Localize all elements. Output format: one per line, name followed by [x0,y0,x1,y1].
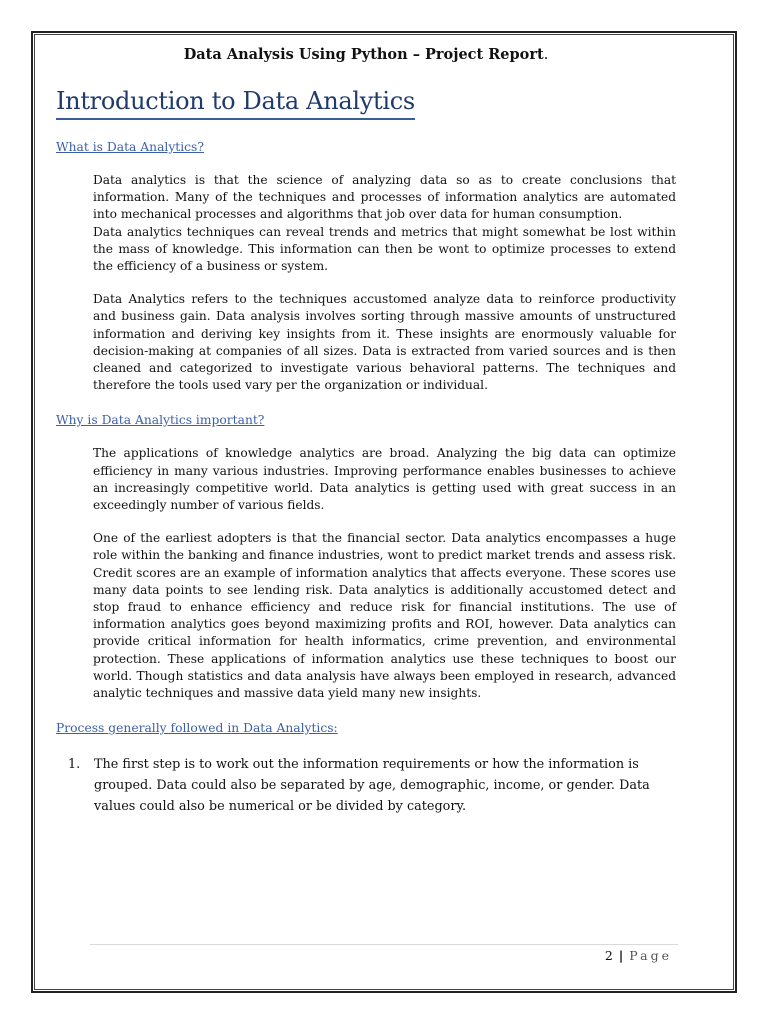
footer-divider [90,944,678,945]
page-footer [605,946,672,966]
section-heading-process: Process generally followed in Data Analytics: [56,721,338,736]
paragraph-what-1: Data analytics is that the science of analyzing data so as to create conclusions that information. Many of the techniques and processes of information analytics are automated into mechanical processes and algorithms that job over data for human consumption. [93,173,676,222]
paragraph-what-3: Data Analytics refers to the techniques accustomed analyze data to reinforce productivity and business gain. Data analysis involves sorting through massive amounts of unstructured information and deriving key insights from it. These insights are enormously valuable for decision-making at companies of all sizes. Data is extracted from varied sources and is then cleaned and categorized to investigate various behavioral patterns. The techniques and therefore the tools used vary per the organization or individual. [93,292,676,393]
report-title-dot: . [543,47,549,63]
list-item [68,754,676,817]
list-item-text: The first step is to work out the information requirements or how the information is grouped. Data could also be separated by age, demographic, income, or gender. Data values could also be numerical or be divided by category. [94,757,650,815]
paragraph-why-2: One of the earliest adopters is that the financial sector. Data analytics encompasses a huge role within the banking and finance industries, wont to predict market trends and assess risk. Credit scores are an example of information analytics that affects everyone. These scores use many data points to see lending risk. Data analytics is additionally accustomed detect and stop fraud to enhance efficiency and reduce risk for financial institutions. The use of information analytics goes beyond maximizing profits and ROI, however. Data analytics can provide critical information for health informatics, crime prevention, and environmental protection. These applications of information analytics use these techniques to boost our world. Though statistics and data analysis have always been employed in research, advanced analytic techniques and massive data yield many new insights. [93,531,676,701]
document-body [56,42,676,817]
page-separator: | [618,948,624,963]
page-label: Page [629,948,672,963]
page-number: 2 [604,948,613,963]
section-heading-why: Why is Data Analytics important? [56,413,265,428]
report-title [56,42,676,68]
report-title-text: Data Analysis Using Python – Project Report [183,46,544,63]
process-list [56,754,676,817]
list-item-number: 1. [68,757,81,773]
section-heading-what: What is Data Analytics? [56,140,204,154]
paragraph-why-1: The applications of knowledge analytics are broad. Analyzing the big data can optimize efficiency in many various industries. Improving performance enables businesses to achieve an increasingly competitive world. Data analytics is getting used with great success in an exceedingly number of various fields. [93,446,676,513]
paragraph-what-2: Data analytics techniques can reveal trends and metrics that might somewhat be lost within the mass of knowledge. This information can then be wont to optimize processes to extend the efficiency of a business or system. [93,224,676,274]
main-heading: Introduction to Data Analytics [56,84,415,120]
